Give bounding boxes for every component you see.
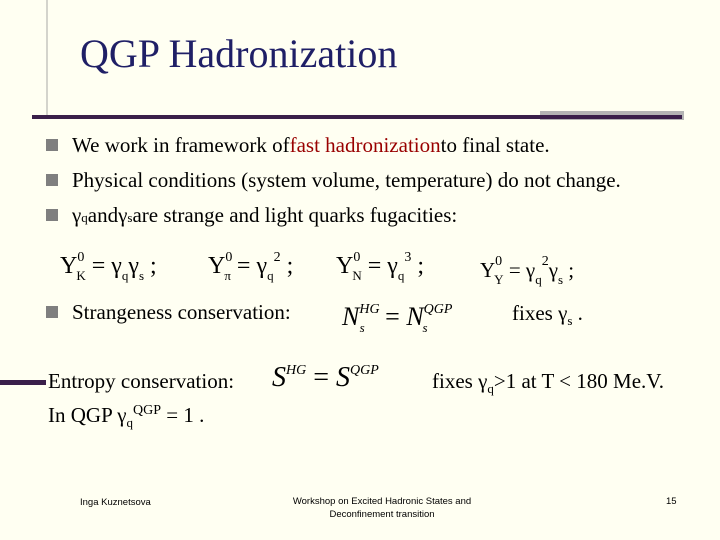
formula-sup: 0 [77,250,85,265]
bullet-3-mid: and [87,203,119,227]
formula-rhs: = γ [361,253,398,279]
formula-symbol: Y [60,253,78,279]
formula-sub: K [76,268,86,283]
page-title: QGP Hadronization [80,31,398,76]
eq-symbol: S [272,362,286,393]
bullet-square-icon [46,306,58,318]
formula-sub: Y [494,272,504,287]
gamma-q-subscript: q [126,415,134,430]
bullet-3-post: are strange and light quarks fugacities: [132,203,458,227]
formula-symbol: Y [480,258,496,282]
bullet-1-accent: fast hadronization [289,133,441,157]
formula-end: ; [411,253,425,279]
footer-workshop-line-1: Workshop on Excited Hadronic States and [292,496,472,507]
formula-sub: N [352,268,362,283]
eq-sub: s [422,320,428,335]
bullet-item-1 [46,133,550,158]
entropy-equation [272,362,379,394]
entropy-fixes [432,369,664,397]
bullet-item-3 [46,203,457,228]
formula-symbol: Y [208,253,226,279]
qgp-superscript: QGP [133,403,162,418]
left-accent-rule [0,380,46,385]
footer-page-number: 15 [666,496,677,507]
eq-sup: HG [286,363,307,378]
formula-symbol: Y [336,253,354,279]
fixes-text: fixes [512,301,559,325]
formula-rhs: = γ [230,253,268,279]
formula-gamma: γ [128,253,139,279]
qgp-line-post: = 1 . [161,403,205,427]
footer-author: Inga Kuznetsova [80,497,151,508]
gamma-symbol: γ [478,369,488,393]
formula-sub: π [224,268,231,283]
entropy-label: Entropy conservation: [48,369,235,393]
bullet-1-post: to final state. [440,133,550,157]
gamma-s-subscript: s [127,210,133,225]
eq-sub: s [359,320,365,335]
title-underline [32,115,682,119]
bullet-item-strangeness [46,300,291,325]
formula-yield-pion [208,250,293,284]
gamma-q-subscript: q [487,381,494,396]
footer-workshop [286,496,478,520]
eq-equals: = [378,302,407,331]
formula-yield-hyperon [480,254,574,288]
eq-sup: HG [359,302,380,317]
qgp-gamma-line [48,403,204,431]
formula-sup: 0 [225,250,233,265]
gamma-symbol: γ [118,203,128,227]
bullet-square-icon [46,139,58,151]
gamma-symbol: γ [72,203,82,227]
bullet-square-icon [46,174,58,186]
eq-symbol: N [342,302,360,331]
formula-sub: s [138,268,145,283]
eq-sup: QGP [423,302,453,317]
formula-yield-kaon [60,250,157,284]
strangeness-equation [342,302,453,336]
eq-sup: QGP [350,363,379,378]
strangeness-fixes [512,301,583,329]
bullet-square-icon [46,209,58,221]
formula-sub: s [557,272,564,287]
gamma-q-subscript: q [81,210,88,225]
formula-sub: q [121,268,129,283]
formula-sub: q [267,268,274,283]
gamma-symbol: γ [558,301,568,325]
gamma-s-subscript: s [567,313,573,328]
formula-yield-nucleon [336,250,424,284]
formula-sup: 0 [495,254,503,269]
left-vertical-rule [46,0,48,118]
formula-rhs: = γ [85,253,122,279]
formula-sub: q [535,272,542,287]
formula-rhs: = γ [503,258,536,282]
formula-end: ; [280,253,294,279]
formula-power: 2 [541,254,549,269]
bullet-1-pre: We work in framework of [72,133,290,157]
footer-workshop-line-2: Deconfinement transition [329,509,435,520]
formula-power: 2 [273,250,281,265]
bullet-2-text: Physical conditions (system volume, temperature) do not change. [72,168,621,192]
formula-end: ; [144,253,157,279]
qgp-line-pre: In QGP [48,403,118,427]
formula-sup: 0 [353,250,361,265]
formula-sub: q [397,268,405,283]
gamma-symbol: γ [117,403,127,427]
formula-gamma: γ [548,258,558,282]
strangeness-label: Strangeness conservation: [72,300,291,324]
formula-power: 3 [404,250,412,265]
entropy-condition: >1 at T < 180 Me.V. [493,369,664,393]
formula-end: ; [563,258,575,282]
fixes-text: fixes [432,369,479,393]
eq-equals: = [306,362,337,393]
bullet-item-2 [46,168,621,193]
period: . [572,301,583,325]
eq-symbol: S [336,362,351,393]
eq-symbol: N [406,302,424,331]
